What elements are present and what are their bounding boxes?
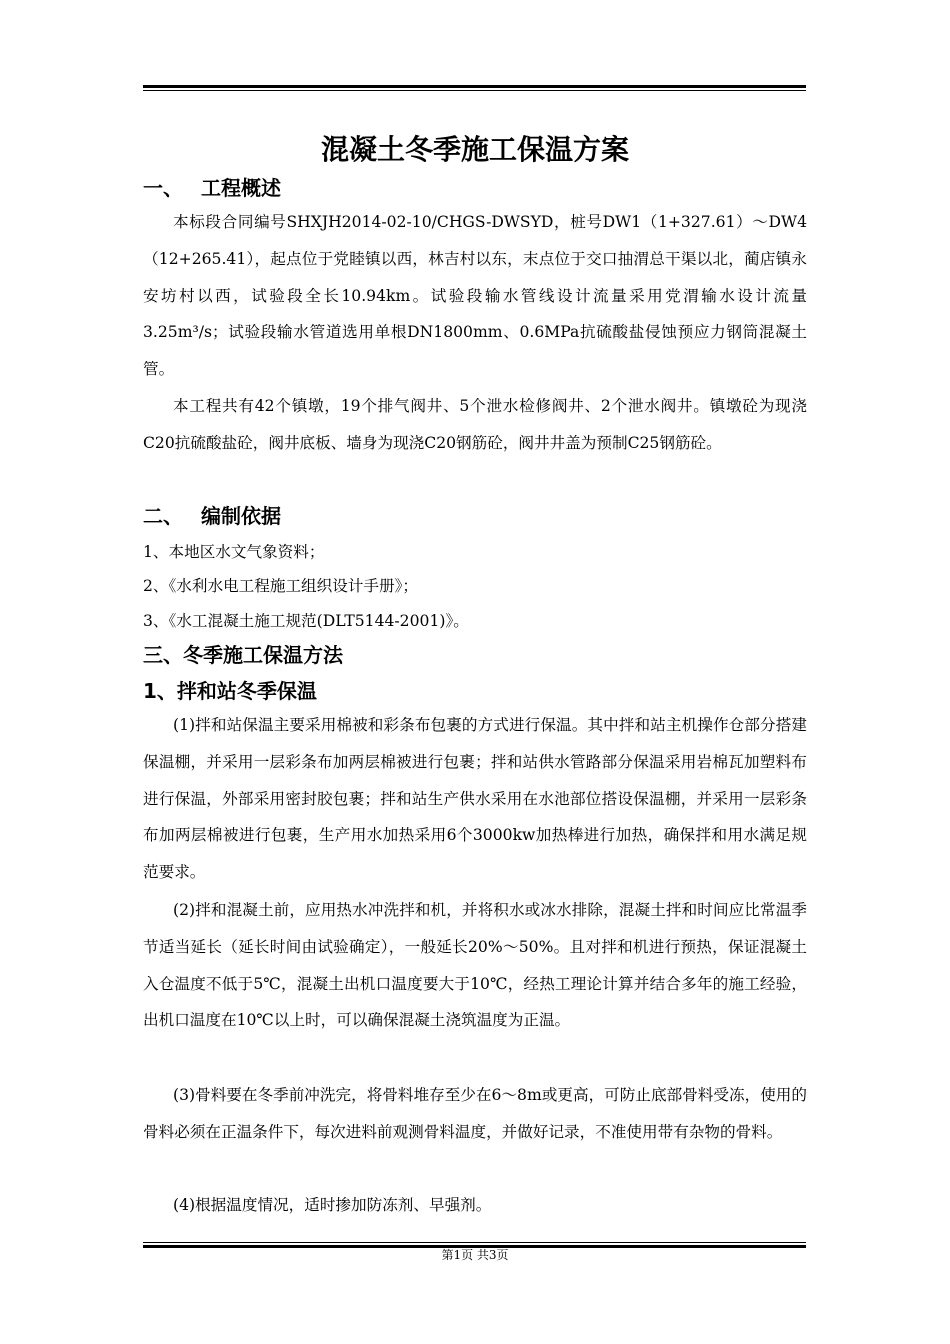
list-item: 1、本地区水文气象资料； [143,543,325,561]
paragraph: (3)骨料要在冬季前冲洗完，将骨料堆存至少在6～8m或更高，可防止底部骨料受冻，使用的骨料必须在正温条件下，每次进料前观测骨料温度，并做好记录，不准使用带有杂物的骨料。 [143,1086,807,1141]
section-heading-text: 编制依据 [201,504,281,528]
header-rule [143,85,806,91]
document-title: 混凝土冬季施工保温方案 [320,133,629,166]
paragraph: (1)拌和站保温主要采用棉被和彩条布包裹的方式进行保温。其中拌和站主机操作仓部分搭建保温棚，并采用一层彩条布加两层棉被进行包裹；拌和站供水管路部分保温采用岩棉瓦加塑料布进行保温，外部采用密封胶包裹；拌和站生产供水采用在水池部位搭设保温棚，并采用一层彩条布加两层棉被进行包裹，生产用水加热采用6个3000kw加热棒进行加热，确保拌和用水满足规范要求。 [143,716,807,882]
section-number: 二、 [143,504,183,528]
list-item: 2、《水利水电工程施工组织设计手册》； [143,577,419,595]
paragraph: (2)拌和混凝土前，应用热水冲洗拌和机，并将积水或冰水排除，混凝土拌和时间应比常温季节适当延长（延长时间由试验确定），一般延长20%～50%。且对拌和机进行预热，保证混凝土入仓温度不低于5℃，混凝土出机口温度要大于10℃，经热工理论计算并结合多年的施工经验，出机口温度在10℃以上时，可以确保混凝土浇筑温度为正温。 [143,901,807,1030]
section-heading-text: 工程概述 [201,176,281,200]
section-heading-1 [143,174,281,202]
paragraph: (4)根据温度情况，适时掺加防冻剂、早强剂。 [173,1196,492,1214]
page-footer: 第1页 共3页 [441,1248,509,1262]
paragraph: 本工程共有42个镇墩，19个排气阀井、5个泄水检修阀井、2个泄水阀井。镇墩砼为现浇C20抗硫酸盐砼，阀井底板、墙身为现浇C20钢筋砼，阀井井盖为预制C25钢筋砼。 [143,397,807,452]
paragraph: 本标段合同编号SHXJH2014-02-10/CHGS-DWSYD，桩号DW1（1+327.61）～DW4（12+265.41），起点位于党睦镇以西，林吉村以东，末点位于交口抽渭总干渠以北，蔺店镇永安坊村以西，试验段全长10.94km。试验段输水管线设计流量采用党渭输水设计流量3.25m³/s；试验段输水管道选用单根DN1800mm、0.6MPa抗硫酸盐侵蚀预应力钢筒混凝土管。 [143,213,807,379]
subsection-heading: 1、拌和站冬季保温 [143,679,317,703]
section-heading-3: 三、冬季施工保温方法 [143,643,343,667]
list-item: 3、《水工混凝土施工规范(DLT5144-2001)》。 [143,612,469,630]
section-number: 一、 [143,176,183,200]
section-heading-2 [143,502,281,530]
